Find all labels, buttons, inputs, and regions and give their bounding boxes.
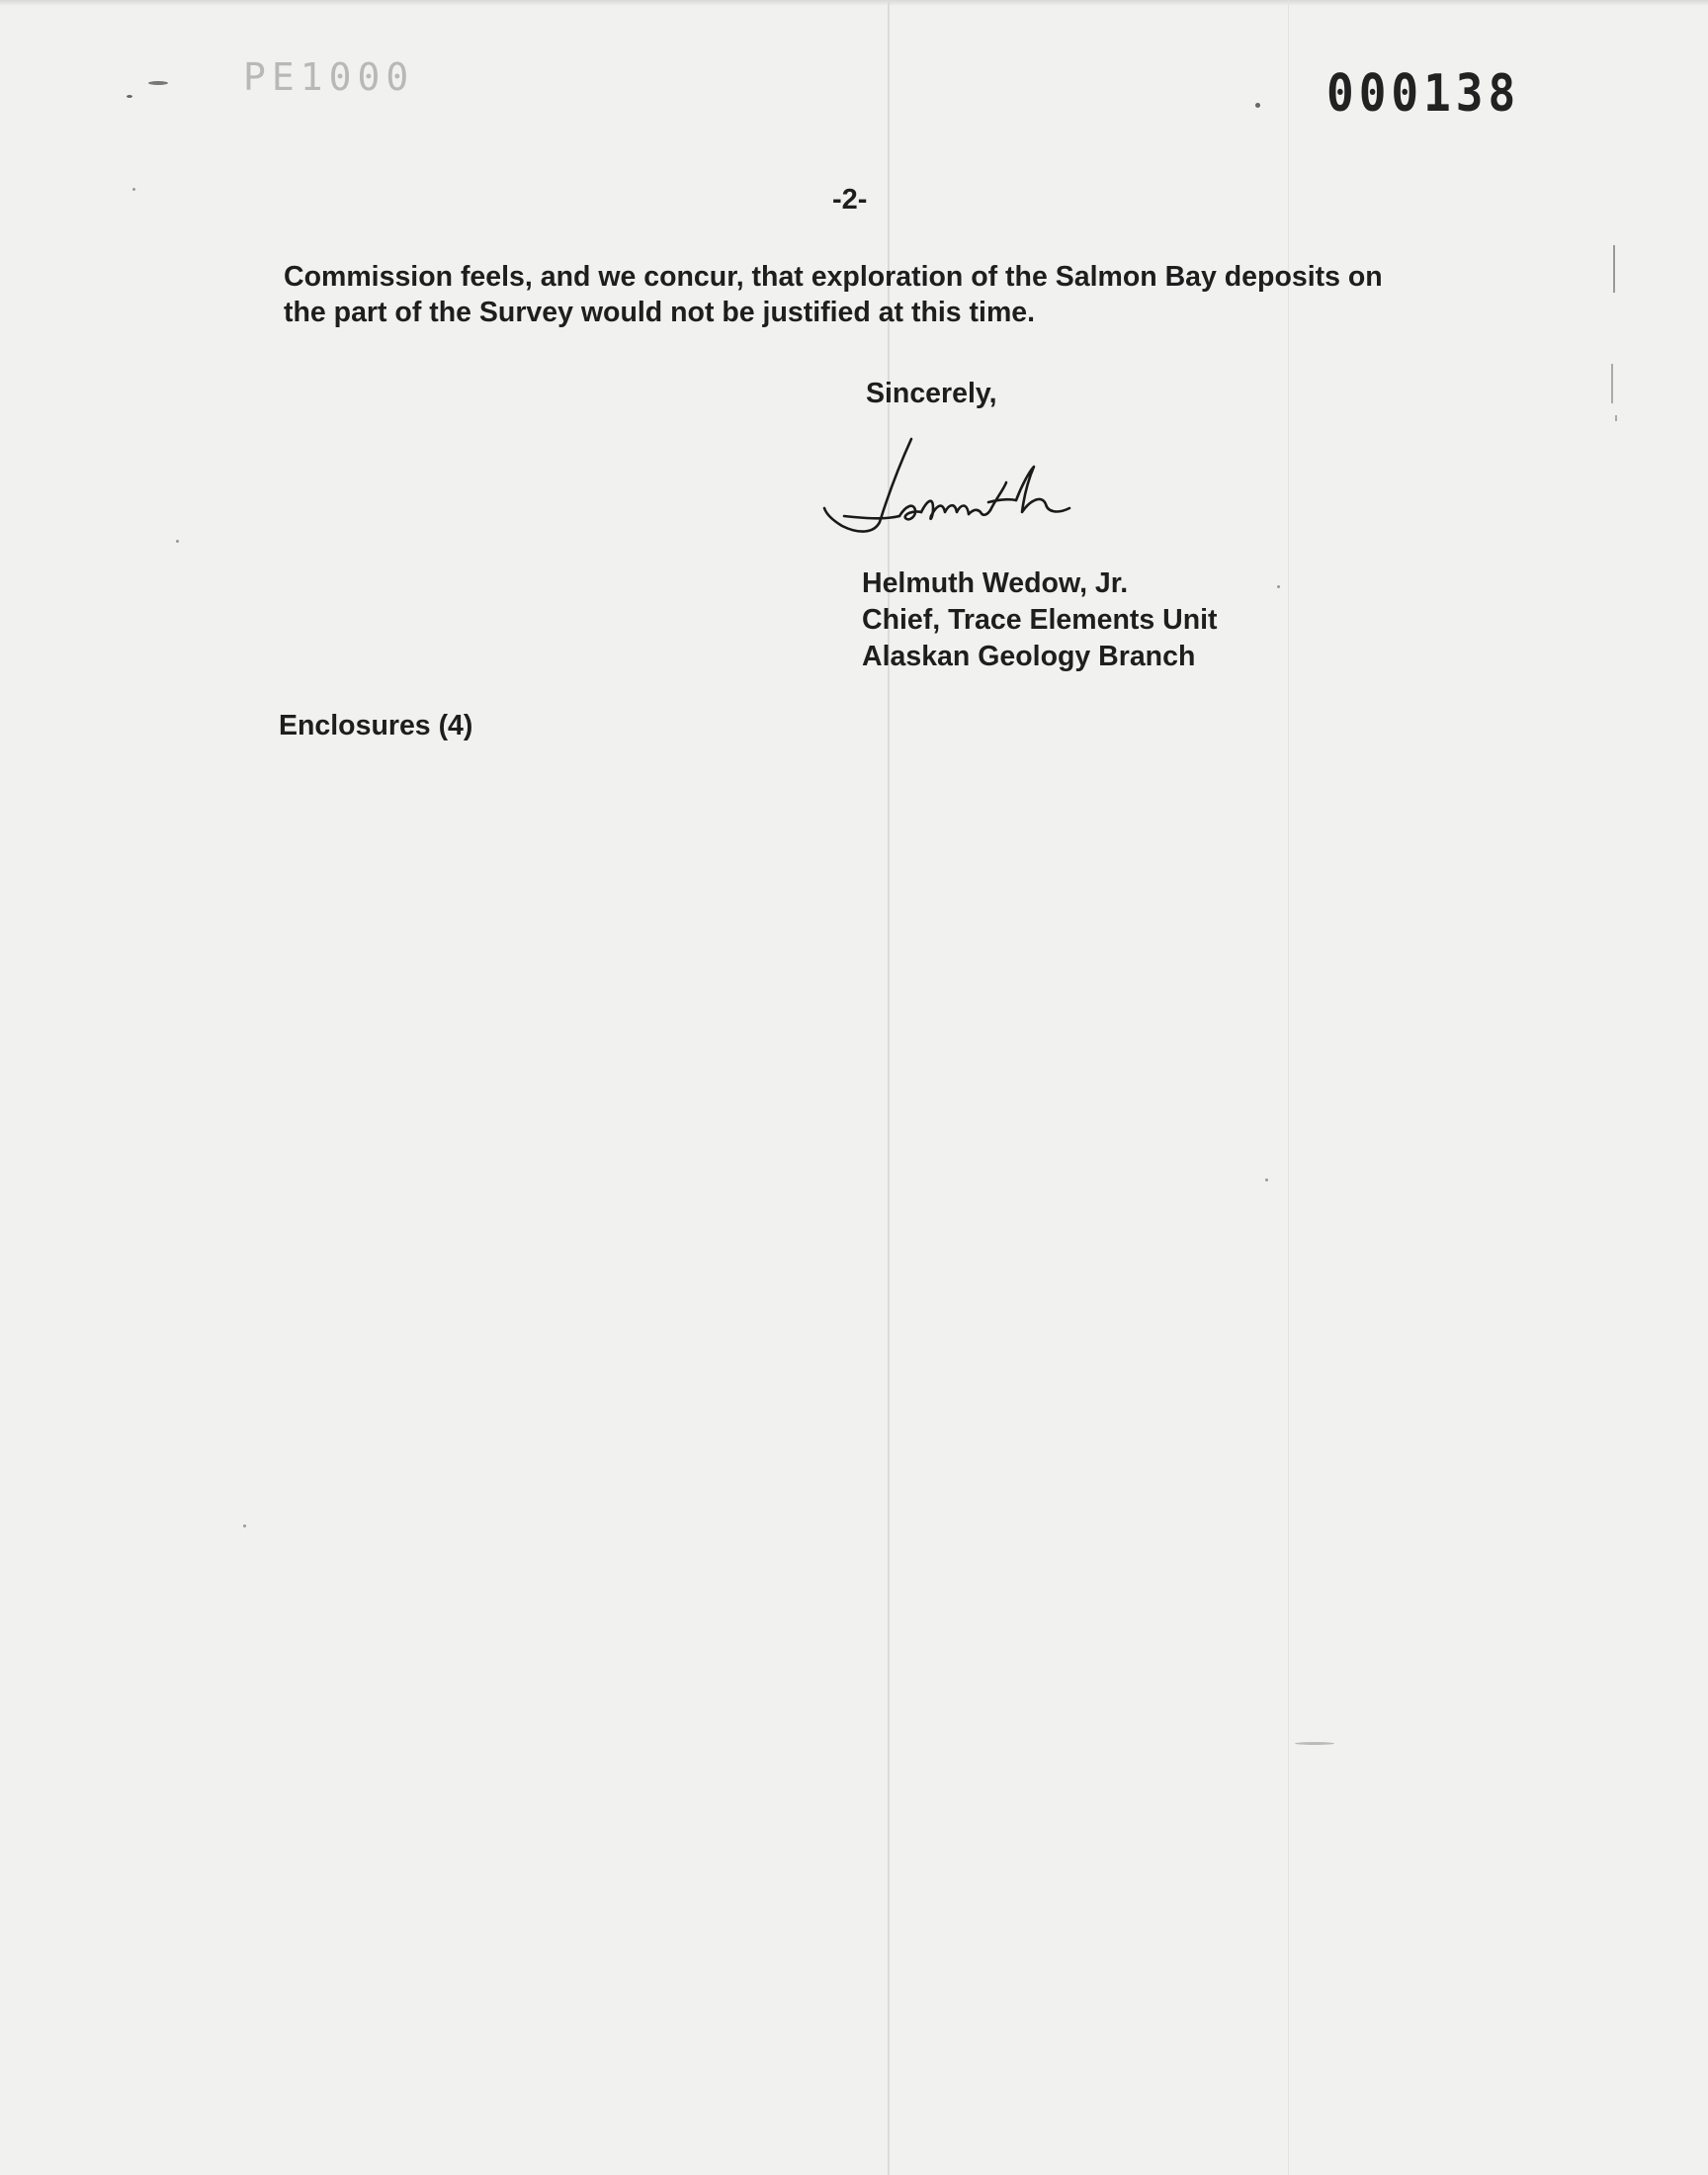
scan-speck <box>243 1524 246 1527</box>
margin-mark <box>1611 364 1613 403</box>
page-top-edge <box>0 0 1708 6</box>
scan-speck <box>1277 585 1280 588</box>
stamp-left: PE1000 <box>243 55 415 99</box>
signer-block <box>862 566 1218 675</box>
stamp-right: 000138 <box>1326 63 1521 124</box>
enclosures-note: Enclosures (4) <box>279 710 473 741</box>
scan-speck <box>132 188 135 191</box>
margin-mark <box>1613 245 1615 293</box>
page-number: -2- <box>832 184 868 216</box>
body-line: Commission feels, and we concur, that exploration of the Salmon Bay deposits on <box>284 261 1383 293</box>
margin-mark <box>1615 415 1617 421</box>
signature <box>822 431 1139 540</box>
scan-speck <box>148 81 168 85</box>
body-paragraph <box>284 259 1470 330</box>
scan-speck <box>1255 103 1260 108</box>
scan-speck <box>1265 1178 1268 1181</box>
body-line: the part of the Survey would not be justified at this time. <box>284 297 1036 328</box>
signer-branch: Alaskan Geology Branch <box>862 641 1196 672</box>
scan-speck <box>1295 1742 1334 1745</box>
signer-title: Chief, Trace Elements Unit <box>862 604 1218 636</box>
scan-speck <box>127 95 132 98</box>
closing-salutation: Sincerely, <box>866 378 997 409</box>
signer-name: Helmuth Wedow, Jr. <box>862 567 1129 599</box>
scan-speck <box>176 540 179 543</box>
